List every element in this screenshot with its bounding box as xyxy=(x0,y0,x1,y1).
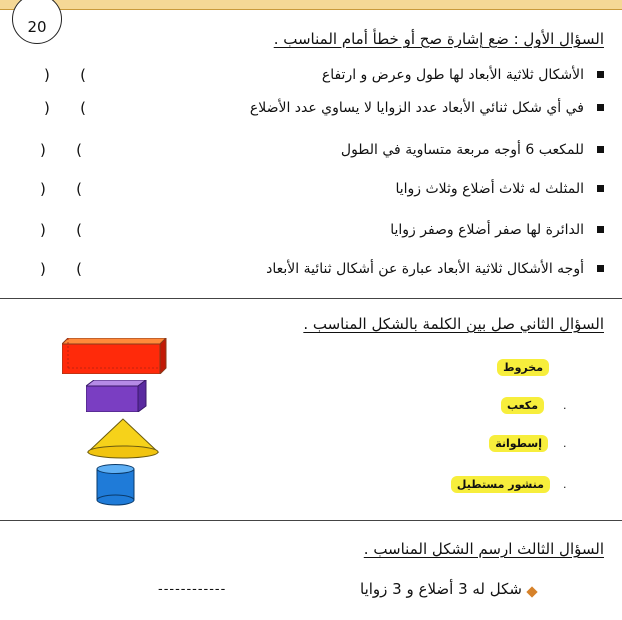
q1-item-text: للمكعب 6 أوجه مربعة متساوية في الطول xyxy=(340,142,584,158)
q1-item-text: في أي شكل ثنائي الأبعاد عدد الزوايا لا يساوي عدد الأضلاع xyxy=(249,100,584,116)
paren-open: ( xyxy=(76,141,82,159)
paren-close: ) xyxy=(40,221,46,239)
answer-parentheses[interactable] xyxy=(40,176,82,202)
word-cylinder[interactable]: إسطوانة xyxy=(489,435,548,452)
q1-item-6 xyxy=(0,256,622,282)
q1-item-text: الأشكال ثلاثية الأبعاد لها طول وعرض و ارتفاع xyxy=(321,67,584,83)
q3-title: السؤال الثالث ارسم الشكل المناسب . xyxy=(363,540,604,558)
rectangular-prism-shape[interactable] xyxy=(62,338,170,374)
answer-parentheses[interactable] xyxy=(44,62,86,88)
q1-item-text: أوجه الأشكال ثلاثية الأبعاد عبارة عن أشكال ثنائية الأبعاد xyxy=(266,261,584,277)
answer-line[interactable]: ------------ xyxy=(158,582,227,597)
cylinder-shape[interactable] xyxy=(96,464,136,506)
paren-close: ) xyxy=(44,99,50,117)
answer-parentheses[interactable] xyxy=(40,137,82,163)
q1-item-2 xyxy=(0,95,622,121)
q1-item-5 xyxy=(0,217,622,243)
cone-shape[interactable] xyxy=(86,418,160,460)
cube-shape[interactable] xyxy=(86,380,148,412)
word-cube[interactable]: مكعب xyxy=(501,397,544,414)
section-divider xyxy=(0,298,622,299)
paren-open: ( xyxy=(80,99,86,117)
answer-parentheses[interactable] xyxy=(44,95,86,121)
match-dot[interactable]: . xyxy=(563,478,567,491)
bullet-icon xyxy=(597,146,604,153)
page-number: 20 xyxy=(27,18,47,36)
q1-item-1 xyxy=(0,62,622,88)
paren-open: ( xyxy=(76,180,82,198)
q1-item-text: الدائرة لها صفر أضلاع وصفر زوايا xyxy=(390,222,584,238)
word-cone[interactable]: مخروط xyxy=(497,359,549,376)
paren-close: ) xyxy=(40,260,46,278)
top-border-band xyxy=(0,0,622,10)
q1-title: السؤال الأول : ضع إشارة صح أو خطأ أمام المناسب . xyxy=(273,30,604,48)
paren-open: ( xyxy=(76,221,82,239)
match-dot[interactable]: . xyxy=(563,437,567,450)
bullet-icon xyxy=(597,71,604,78)
bullet-icon xyxy=(597,185,604,192)
bullet-icon xyxy=(597,226,604,233)
paren-open: ( xyxy=(76,260,82,278)
q2-title: السؤال الثاني صل بين الكلمة بالشكل المناسب . xyxy=(303,315,604,333)
paren-close: ) xyxy=(44,66,50,84)
paren-close: ) xyxy=(40,141,46,159)
section-divider xyxy=(0,520,622,521)
q3-item-1-text: شكل له 3 أضلاع و 3 زوايا xyxy=(360,580,522,598)
answer-parentheses[interactable] xyxy=(40,256,82,282)
answer-parentheses[interactable] xyxy=(40,217,82,243)
q1-item-text: المثلث له ثلاث أضلاع وثلاث زوايا xyxy=(395,181,584,197)
q1-item-3 xyxy=(0,137,622,163)
word-rectangular-prism[interactable]: منشور مستطيل xyxy=(451,476,550,493)
diamond-bullet-icon xyxy=(526,586,537,597)
paren-close: ) xyxy=(40,180,46,198)
q1-item-4 xyxy=(0,176,622,202)
paren-open: ( xyxy=(80,66,86,84)
bullet-icon xyxy=(597,265,604,272)
bullet-icon xyxy=(597,104,604,111)
match-dot[interactable]: . xyxy=(563,399,567,412)
page-number-circle xyxy=(12,0,62,44)
